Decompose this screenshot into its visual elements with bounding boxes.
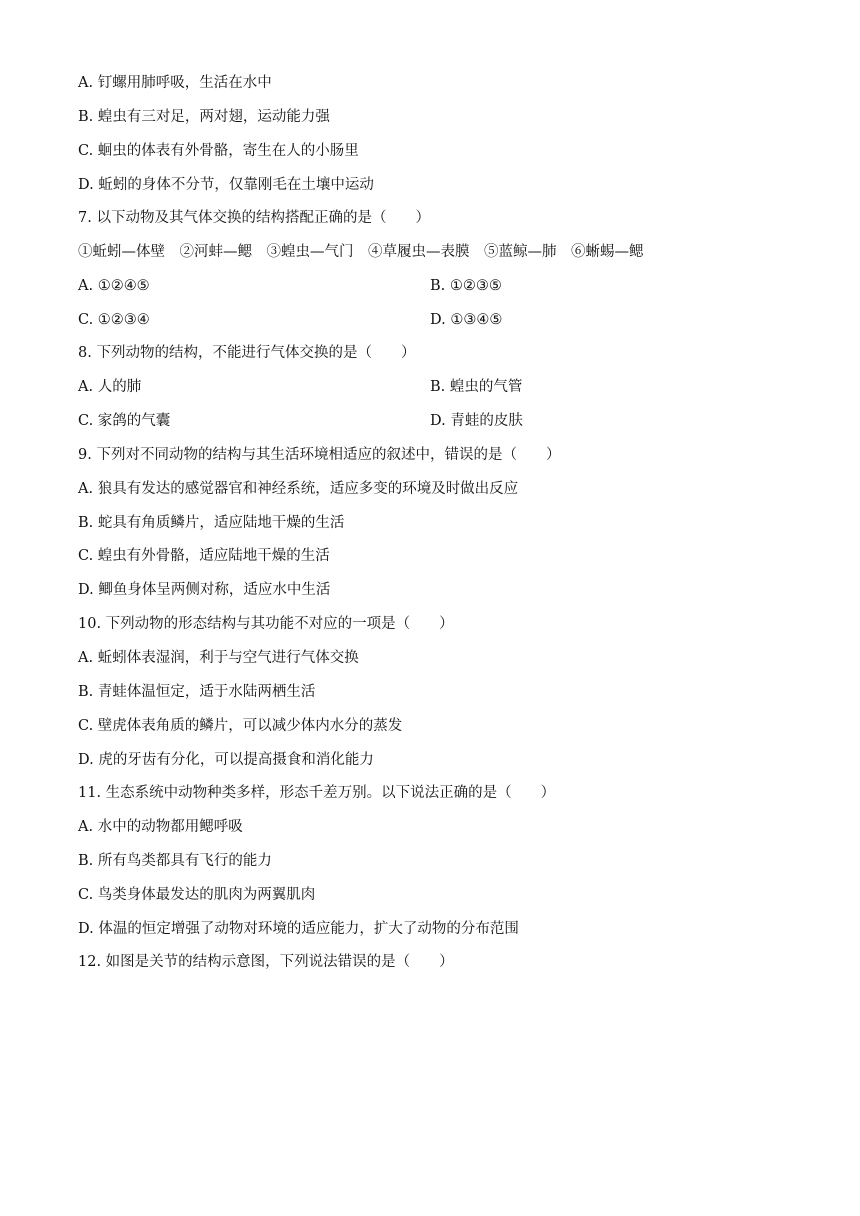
q7-stem: 7. 以下动物及其气体交换的结构搭配正确的是（ ）: [78, 210, 430, 226]
q10-option-d: D. 虎的牙齿有分化，可以提高摄食和消化能力: [78, 752, 374, 768]
q9-option-a: A. 狼具有发达的感觉器官和神经系统，适应多变的环境及时做出反应: [78, 481, 519, 497]
q6-option-d: D. 蚯蚓的身体不分节，仅靠刚毛在土壤中运动: [78, 177, 374, 193]
q10-option-a: A. 蚯蚓体表湿润，利于与空气进行气体交换: [78, 650, 359, 666]
q9-option-c: C. 蝗虫有外骨骼，适应陆地干燥的生活: [78, 548, 330, 564]
q6-option-a: A. 钉螺用肺呼吸，生活在水中: [78, 75, 272, 91]
q8-option-a: A. 人的肺: [78, 379, 142, 395]
q10-stem: 10. 下列动物的形态结构与其功能不对应的一项是（ ）: [78, 616, 454, 632]
q8-stem: 8. 下列动物的结构，不能进行气体交换的是（ ）: [78, 345, 416, 361]
q11-option-b: B. 所有鸟类都具有飞行的能力: [78, 853, 272, 869]
q11-option-c: C. 鸟类身体最发达的肌肉为两翼肌肉: [78, 887, 316, 903]
q10-option-b: B. 青蛙体温恒定，适于水陆两栖生活: [78, 684, 316, 700]
q6-option-b: B. 蝗虫有三对足，两对翅，运动能力强: [78, 109, 330, 125]
q8-option-b: B. 蝗虫的气管: [430, 379, 523, 395]
q11-option-a: A. 水中的动物都用鳃呼吸: [78, 819, 243, 835]
q8-option-c: C. 家鸽的气囊: [78, 413, 171, 429]
q12-stem: 12. 如图是关节的结构示意图，下列说法错误的是（ ）: [78, 954, 454, 970]
q7-option-a: A. ①②④⑤: [78, 278, 150, 294]
q9-stem: 9. 下列对不同动物的结构与其生活环境相适应的叙述中，错误的是（ ）: [78, 447, 561, 463]
q6-option-c: C. 蛔虫的体表有外骨骼，寄生在人的小肠里: [78, 143, 359, 159]
q8-option-d: D. 青蛙的皮肤: [430, 413, 523, 429]
q7-option-c: C. ①②③④: [78, 312, 150, 328]
q9-option-d: D. 鲫鱼身体呈两侧对称，适应水中生活: [78, 582, 331, 598]
q7-option-b: B. ①②③⑤: [430, 278, 502, 294]
q11-stem: 11. 生态系统中动物种类多样，形态千差万别。以下说法正确的是（ ）: [78, 785, 556, 801]
q10-option-c: C. 壁虎体表角质的鳞片，可以减少体内水分的蒸发: [78, 718, 403, 734]
q7-items: ①蚯蚓—体壁 ②河蚌—鳃 ③蝗虫—气门 ④草履虫—表膜 ⑤蓝鲸—肺 ⑥蜥蜴—鳃: [78, 244, 644, 260]
q9-option-b: B. 蛇具有角质鳞片，适应陆地干燥的生活: [78, 515, 345, 531]
q7-option-d: D. ①③④⑤: [430, 312, 503, 328]
q11-option-d: D. 体温的恒定增强了动物对环境的适应能力，扩大了动物的分布范围: [78, 921, 519, 937]
